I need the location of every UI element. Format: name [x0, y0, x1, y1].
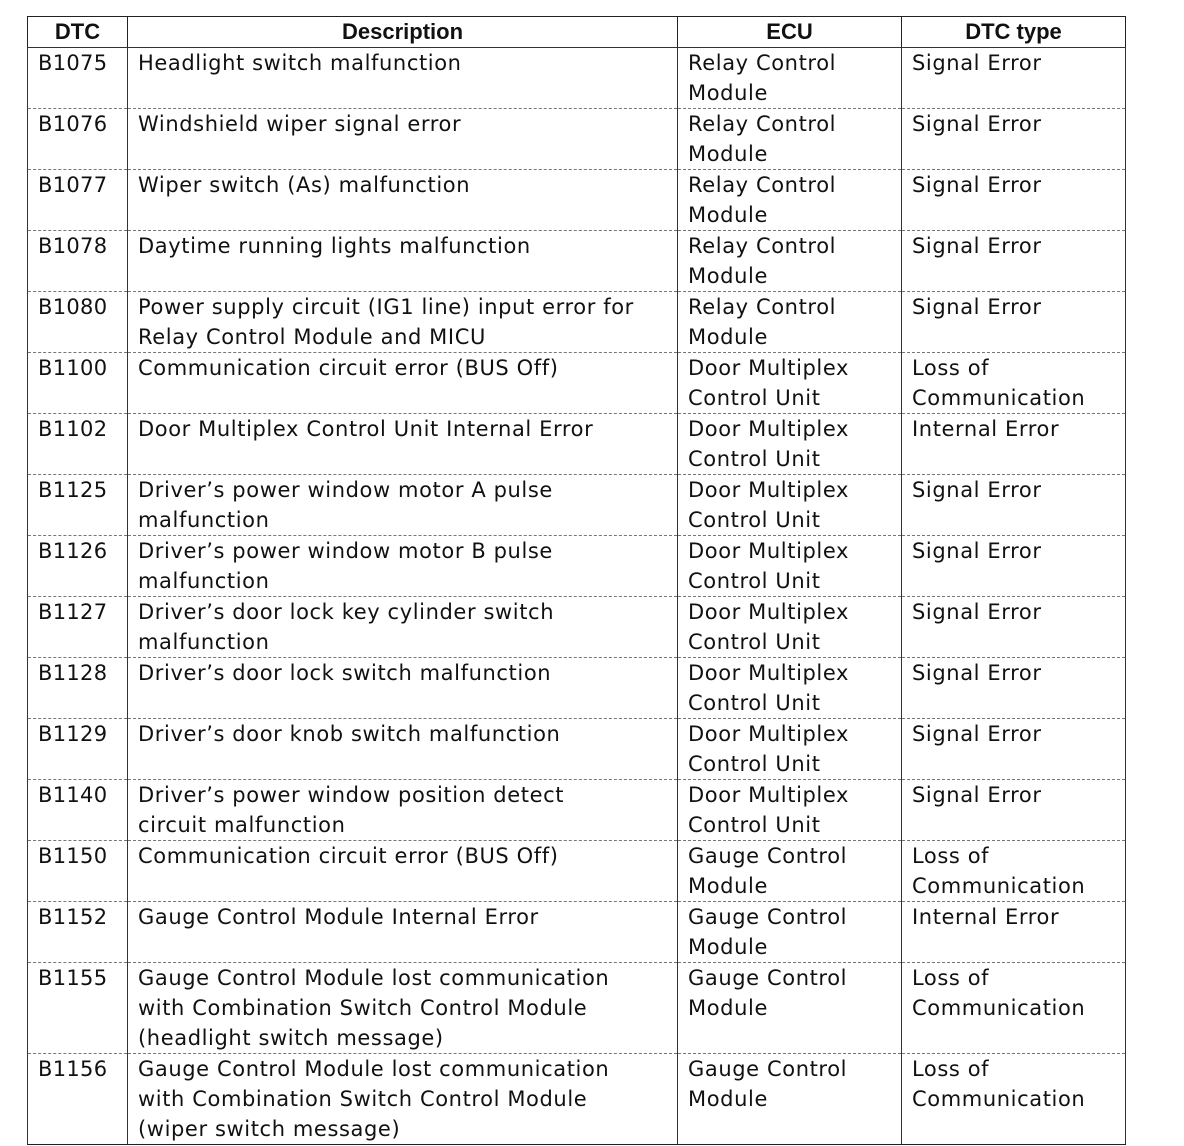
ecu-cell — [678, 536, 902, 597]
dtc-type-line: Signal Error — [912, 783, 1042, 807]
description-line: Communication circuit error (BUS Off) — [138, 356, 559, 380]
dtc-code-cell: B1125 — [28, 475, 128, 536]
ecu-cell — [678, 597, 902, 658]
ecu-line: Gauge Control — [688, 844, 848, 868]
dtc-type-line: Loss of — [912, 844, 990, 868]
description-line: malfunction — [138, 569, 270, 593]
dtc-code-cell: B1078 — [28, 231, 128, 292]
ecu-line: Relay Control — [688, 234, 837, 258]
dtc-type-cell — [902, 353, 1126, 414]
dtc-type-cell — [902, 109, 1126, 170]
ecu-line: Door Multiplex — [688, 600, 850, 624]
ecu-cell — [678, 170, 902, 231]
ecu-cell — [678, 841, 902, 902]
ecu-line: Relay Control — [688, 295, 837, 319]
ecu-line: Door Multiplex — [688, 661, 850, 685]
table-header — [28, 17, 1126, 48]
header-dtc-type: DTC type — [902, 17, 1126, 48]
description-line: Wiper switch (As) malfunction — [138, 173, 471, 197]
description-cell — [128, 475, 678, 536]
description-line: Gauge Control Module lost communication — [138, 966, 610, 990]
ecu-cell — [678, 353, 902, 414]
ecu-line: Door Multiplex — [688, 478, 850, 502]
description-line: Driver’s door lock key cylinder switch — [138, 600, 555, 624]
header-description: Description — [128, 17, 678, 48]
ecu-line: Module — [688, 203, 768, 227]
dtc-type-line: Internal Error — [912, 417, 1060, 441]
header-ecu: ECU — [678, 17, 902, 48]
description-cell — [128, 231, 678, 292]
dtc-code-cell: B1075 — [28, 48, 128, 109]
dtc-code-cell: B1100 — [28, 353, 128, 414]
dtc-type-cell — [902, 536, 1126, 597]
ecu-line: Module — [688, 1087, 768, 1111]
dtc-type-cell — [902, 963, 1126, 1054]
dtc-code-cell: B1127 — [28, 597, 128, 658]
dtc-type-line: Signal Error — [912, 295, 1042, 319]
ecu-line: Door Multiplex — [688, 783, 850, 807]
table-row — [28, 536, 1126, 597]
dtc-table — [27, 16, 1126, 1145]
dtc-type-cell — [902, 902, 1126, 963]
ecu-line: Module — [688, 996, 768, 1020]
ecu-line: Relay Control — [688, 173, 837, 197]
ecu-line: Relay Control — [688, 51, 837, 75]
dtc-type-line: Internal Error — [912, 905, 1060, 929]
description-cell — [128, 292, 678, 353]
dtc-type-cell — [902, 841, 1126, 902]
dtc-type-line: Signal Error — [912, 722, 1042, 746]
ecu-line: Control Unit — [688, 813, 821, 837]
dtc-type-cell — [902, 597, 1126, 658]
table-row — [28, 841, 1126, 902]
ecu-line: Door Multiplex — [688, 356, 850, 380]
description-cell — [128, 353, 678, 414]
dtc-type-cell — [902, 231, 1126, 292]
description-line: with Combination Switch Control Module — [138, 996, 588, 1020]
ecu-line: Door Multiplex — [688, 722, 850, 746]
description-cell — [128, 414, 678, 475]
dtc-type-line: Communication — [912, 874, 1086, 898]
description-line: Windshield wiper signal error — [138, 112, 462, 136]
dtc-code-cell: B1150 — [28, 841, 128, 902]
description-cell — [128, 536, 678, 597]
ecu-cell — [678, 719, 902, 780]
dtc-type-line: Communication — [912, 996, 1086, 1020]
dtc-type-line: Signal Error — [912, 539, 1042, 563]
ecu-line: Door Multiplex — [688, 539, 850, 563]
ecu-cell — [678, 48, 902, 109]
ecu-line: Control Unit — [688, 508, 821, 532]
description-cell — [128, 841, 678, 902]
dtc-type-line: Signal Error — [912, 478, 1042, 502]
description-cell — [128, 963, 678, 1054]
table-row — [28, 414, 1126, 475]
description-cell — [128, 658, 678, 719]
ecu-cell — [678, 902, 902, 963]
dtc-type-line: Signal Error — [912, 234, 1042, 258]
description-cell — [128, 1054, 678, 1145]
dtc-code-cell: B1140 — [28, 780, 128, 841]
dtc-code-cell: B1126 — [28, 536, 128, 597]
ecu-line: Control Unit — [688, 447, 821, 471]
table-row — [28, 597, 1126, 658]
ecu-line: Module — [688, 325, 768, 349]
ecu-line: Door Multiplex — [688, 417, 850, 441]
ecu-line: Control Unit — [688, 386, 821, 410]
description-line: malfunction — [138, 630, 270, 654]
ecu-line: Module — [688, 935, 768, 959]
dtc-code-cell: B1129 — [28, 719, 128, 780]
dtc-type-line: Loss of — [912, 356, 990, 380]
description-line: Daytime running lights malfunction — [138, 234, 531, 258]
table-body — [28, 48, 1126, 1145]
table-row — [28, 902, 1126, 963]
table-row — [28, 48, 1126, 109]
ecu-cell — [678, 658, 902, 719]
dtc-type-cell — [902, 719, 1126, 780]
dtc-type-cell — [902, 475, 1126, 536]
ecu-line: Control Unit — [688, 691, 821, 715]
ecu-line: Control Unit — [688, 752, 821, 776]
ecu-cell — [678, 1054, 902, 1145]
dtc-type-line: Signal Error — [912, 661, 1042, 685]
header-row — [28, 17, 1126, 48]
ecu-line: Gauge Control — [688, 1057, 848, 1081]
description-line: Communication circuit error (BUS Off) — [138, 844, 559, 868]
dtc-type-cell — [902, 414, 1126, 475]
ecu-line: Gauge Control — [688, 966, 848, 990]
description-line: Driver’s power window position detect — [138, 783, 565, 807]
dtc-type-line: Communication — [912, 1087, 1086, 1111]
dtc-type-cell — [902, 1054, 1126, 1145]
dtc-type-line: Signal Error — [912, 51, 1042, 75]
dtc-code-cell: B1128 — [28, 658, 128, 719]
table-row — [28, 475, 1126, 536]
ecu-cell — [678, 780, 902, 841]
table-row — [28, 353, 1126, 414]
table-row — [28, 719, 1126, 780]
dtc-code-cell: B1080 — [28, 292, 128, 353]
description-cell — [128, 719, 678, 780]
dtc-type-cell — [902, 170, 1126, 231]
dtc-type-line: Communication — [912, 386, 1086, 410]
dtc-type-cell — [902, 658, 1126, 719]
description-line: circuit malfunction — [138, 813, 346, 837]
dtc-code-cell: B1155 — [28, 963, 128, 1054]
ecu-cell — [678, 292, 902, 353]
ecu-cell — [678, 109, 902, 170]
dtc-code-cell: B1156 — [28, 1054, 128, 1145]
description-line: Gauge Control Module lost communication — [138, 1057, 610, 1081]
dtc-code-cell: B1152 — [28, 902, 128, 963]
description-line: Driver’s power window motor B pulse — [138, 539, 553, 563]
description-line: (headlight switch message) — [138, 1026, 444, 1050]
dtc-type-line: Loss of — [912, 1057, 990, 1081]
description-line: Gauge Control Module Internal Error — [138, 905, 539, 929]
dtc-type-cell — [902, 780, 1126, 841]
description-line: Power supply circuit (IG1 line) input error for — [138, 295, 634, 319]
description-line: Driver’s door knob switch malfunction — [138, 722, 561, 746]
dtc-type-line: Loss of — [912, 966, 990, 990]
description-line: (wiper switch message) — [138, 1117, 401, 1141]
description-line: Door Multiplex Control Unit Internal Error — [138, 417, 594, 441]
description-line: Driver’s power window motor A pulse — [138, 478, 553, 502]
description-cell — [128, 109, 678, 170]
ecu-line: Control Unit — [688, 630, 821, 654]
ecu-line: Control Unit — [688, 569, 821, 593]
description-line: malfunction — [138, 508, 270, 532]
table-row — [28, 170, 1126, 231]
table-row — [28, 292, 1126, 353]
dtc-type-cell — [902, 48, 1126, 109]
table-row — [28, 780, 1126, 841]
table-row — [28, 109, 1126, 170]
ecu-line: Module — [688, 81, 768, 105]
ecu-line: Gauge Control — [688, 905, 848, 929]
ecu-cell — [678, 963, 902, 1054]
description-line: Headlight switch malfunction — [138, 51, 462, 75]
table-row — [28, 963, 1126, 1054]
table-row — [28, 231, 1126, 292]
description-cell — [128, 170, 678, 231]
dtc-code-cell: B1076 — [28, 109, 128, 170]
ecu-line: Relay Control — [688, 112, 837, 136]
description-line: with Combination Switch Control Module — [138, 1087, 588, 1111]
description-cell — [128, 902, 678, 963]
table-row — [28, 658, 1126, 719]
dtc-code-cell: B1077 — [28, 170, 128, 231]
header-dtc: DTC — [28, 17, 128, 48]
ecu-cell — [678, 414, 902, 475]
dtc-code-cell: B1102 — [28, 414, 128, 475]
table-row — [28, 1054, 1126, 1145]
description-cell — [128, 597, 678, 658]
dtc-type-cell — [902, 292, 1126, 353]
dtc-type-line: Signal Error — [912, 600, 1042, 624]
ecu-cell — [678, 231, 902, 292]
dtc-type-line: Signal Error — [912, 173, 1042, 197]
description-cell — [128, 780, 678, 841]
dtc-type-line: Signal Error — [912, 112, 1042, 136]
ecu-cell — [678, 475, 902, 536]
description-line: Relay Control Module and MICU — [138, 325, 486, 349]
description-line: Driver’s door lock switch malfunction — [138, 661, 552, 685]
ecu-line: Module — [688, 264, 768, 288]
description-cell — [128, 48, 678, 109]
ecu-line: Module — [688, 142, 768, 166]
ecu-line: Module — [688, 874, 768, 898]
